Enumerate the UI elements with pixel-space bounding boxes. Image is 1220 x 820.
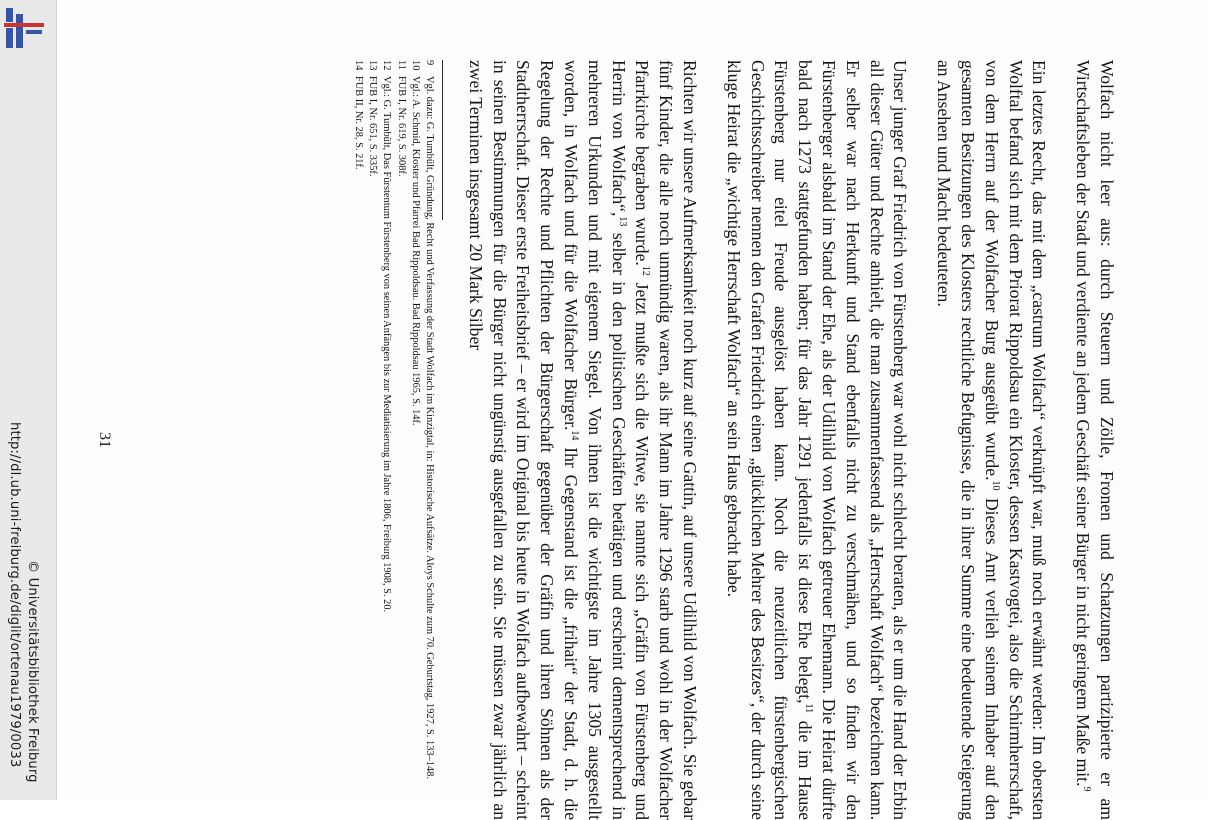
rotated-page-content xyxy=(8,60,1118,820)
watermark-copyright: © Universitätsbibliothek Freiburg xyxy=(25,560,40,783)
footnote: 12 Vgl.: G. Tumbült, Das Fürstentum Fürstenberg von seinen Anfängen bis zur Mediatisierung im Jahre 1806, Freiburg 1908, S. 20. xyxy=(381,60,393,613)
paragraph-3: Unser junger Graf Friedrich von Fürstenberg war wohl nicht schlecht beraten, als er um die Hand der Erbin all dieser Güter und Rechte anhielt, die man zusammenfassend als „Herrschaft Wolfach“ bezeichnen kann. Er selber war nach Herkunft und Stand ebenfalls nicht zu verschmähen, und so finden wir den Fürstenberger alsbald im Stand der Ehe, als der Udilhild von Wolfach getreuer Ehemann. Die Heirat dürfte bald nach 1273 stattgefunden haben; für das Jahr 1291 jedenfalls ist diese Ehe belegt,$^{11}$ die im Hause Fürstenberg nur eitel Freude ausgelöst haben kann. Noch die neuzeitlichen fürstenbergischen Geschichtsschreiber nennen den Grafen Friedrich einen „glücklichen Mehrer des Besitzes“, der durch seine kluge Heirat die „wichtige Herrschaft Wolfach“ an sein Haus gebracht habe. xyxy=(723,60,911,820)
footnote: 13 FUB I, Nr. 651, S. 335f. xyxy=(367,60,379,177)
library-logo-icon[interactable] xyxy=(4,6,44,50)
footnotes xyxy=(351,60,436,820)
paragraph-4: Richten wir unsere Aufmerksamkeit noch kurz auf seine Gattin, auf unsere Udilhild von Wolfach. Sie gebar fünf Kinder, die alle noch unmündig waren, als ihr Mann im Jahre 1296 starb und wohl in der Wolfacher Pfarrkirche begraben wurde.$^{12}$ Jetzt mußte sich die Witwe, sie nannte sich „Gräfin von Fürstenberg und Herrin von Wolfach“,$^{13}$ selber in den politischen Geschäften betätigen und erscheint dementsprechend in mehreren Urkunden und mit eigenem Siegel. Von ihnen ist die wichtigste im Jahre 1305 ausgestellt worden, in Wolfach und für die Wolfacher Bürger.$^{14}$ Ihr Gegenstand ist die „frihait“ der Stadt, d. h. die Regelung der Rechte und Pflichten der Bürgerschaft gegenüber der Gräfin und ihren Söhnen als der Stadtherrschaft. Dieser erste Freiheitsbrief – er wird im Original bis heute in Wolfach aufbewahrt – scheint in seinen Bestimmungen für die Bürger nicht ungünstig ausgefallen zu sein. Sie müssen zwar jährlich an zwei Terminen insgesamt 20 Mark Silber xyxy=(465,60,701,820)
footnote: 10 Vgl.: A. Schmid, Kloster und Pfarrei Bad Rippoldsau. Bad Rippoldsau 1965, S. 14f. xyxy=(409,60,421,426)
watermark-url[interactable]: http://dl.ub.uni-freiburg.de/diglit/ortenau1979/0033 xyxy=(7,422,22,768)
page-number: 31 xyxy=(96,432,113,448)
scanned-page xyxy=(60,0,1210,820)
footnote: 14 FUB II, Nr. 28, S. 21f. xyxy=(353,60,365,170)
footnote-divider xyxy=(442,60,443,220)
paragraph-2: Ein letztes Recht, das mit dem „castrum Wolfach“ verknüpft war, muß noch erwähnt werden: Im obersten Wolftal befand sich mit dem Priorat Rippoldsau ein Kloster, dessen Kastvogtei, also die Schirmherrschaft, von dem Herrn auf der Wolfacher Burg ausgeübt wurde.$^{10}$ Dieses Amt verlieh seinem Inhaber auf den gesamten Besitzungen des Klosters rechtliche Befugnisse, die in ihrer Summe eine bedeutende Steigerung an Ansehen und Macht bedeuteten. xyxy=(934,60,1050,820)
footnote: 11 FUB I, Nr. 619, S. 308f. xyxy=(395,60,407,177)
footnote: 9 Vgl. dazu: G. Tumbült, Gründung, Recht und Verfassung der Stadt Wolfach im Kinzigtal, in: Historische Aufsätze. Aloys Schulte zum 70. Geburtstag, 1927, S. 133–148. xyxy=(424,60,436,779)
paragraph-1: Wolfach nicht leer aus: durch Steuern und Zölle, Fronen und Schatzungen partizipierte er am Wirtschaftsleben der Stadt und verdiente an jedem Geschäft seiner Bürger in nicht geringem Maße mit.$^9$ xyxy=(1073,60,1117,820)
